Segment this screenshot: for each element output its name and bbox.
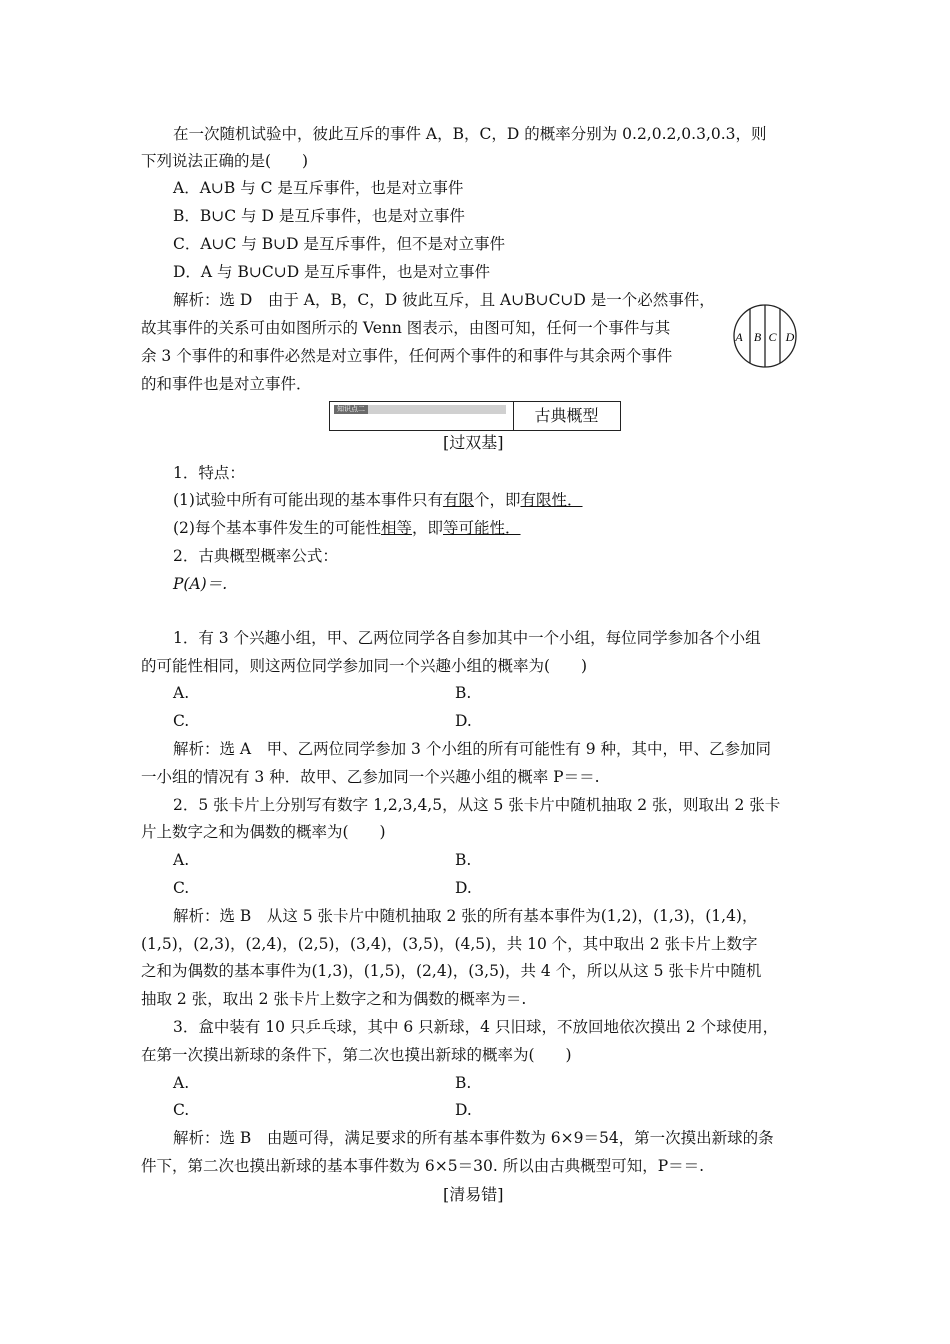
q2-stem-line1: 2．5 张卡片上分别写有数字 1,2,3,4,5，从这 5 张卡片中随机抽取 2 张，则取出 2 张卡	[173, 796, 781, 814]
q1-option-b: B.	[455, 684, 472, 702]
q3-solution-line2: 件下，第二次也摸出新球的基本事件数为 6×5＝30. 所以由古典概型可知，P＝＝.	[141, 1157, 705, 1175]
q1-solution-line1: 解析：选 A 甲、乙两位同学参加 3 个小组的所有可能性有 9 种，其中，甲、乙参加同	[173, 740, 772, 758]
basics-point-1-prefix: (1)试验中所有可能出现的基本事件只有	[173, 491, 443, 509]
q0-solution-line3: 余 3 个事件的和事件必然是对立事件，任何两个事件的和事件与其余两个事件	[141, 347, 673, 365]
section-header-box	[329, 401, 621, 431]
q3-option-b: B.	[455, 1074, 472, 1092]
basics-formula: P(A)＝.	[173, 575, 228, 593]
q0-option-d: D．A 与 B∪C∪D 是互斥事件，也是对立事件	[173, 263, 491, 281]
basics-point-2-middle: ，即	[411, 519, 443, 537]
q2-solution-line4: 抽取 2 张，取出 2 张卡片上数字之和为偶数的概率为＝.	[141, 990, 527, 1008]
q1-solution-line2: 一小组的情况有 3 种．故甲、乙参加同一个兴趣小组的概率 P＝＝.	[141, 768, 600, 786]
q2-option-c: C.	[173, 879, 190, 897]
q3-stem-line1: 3．盒中装有 10 只乒乓球，其中 6 只新球，4 只旧球，不放回地依次摸出 2 个球使用，	[173, 1018, 779, 1036]
q3-option-d: D.	[455, 1101, 472, 1119]
q2-stem-line2: 片上数字之和为偶数的概率为( )	[141, 823, 386, 841]
q2-solution-line1: 解析：选 B 从这 5 张卡片中随机抽取 2 张的所有基本事件为(1,2)，(1,3)，(1,4)，	[173, 907, 758, 925]
venn-label-b: B	[753, 330, 762, 344]
q2-option-b: B.	[455, 851, 472, 869]
basics-heading-1: 1．特点：	[173, 464, 245, 482]
section-title: 古典概型	[534, 406, 599, 425]
basics-point-2-answer-2: 等可能性．	[443, 519, 521, 537]
q0-solution-line2: 故其事件的关系可由如图所示的 Venn 图表示，由图可知，任何一个事件与其	[141, 319, 671, 337]
basics-point-1-middle: 个，即	[473, 491, 521, 509]
section-tag-label: 知识点二	[334, 405, 368, 414]
q0-option-a: A．A∪B 与 C 是互斥事件，也是对立事件	[173, 179, 464, 197]
venn-diagram	[727, 303, 803, 369]
q3-stem-line2: 在第一次摸出新球的条件下，第二次也摸出新球的概率为( )	[141, 1046, 572, 1064]
basics-point-2-answer-1: 相等	[380, 519, 412, 537]
venn-label-c: C	[768, 330, 777, 344]
q1-option-d: D.	[455, 712, 472, 730]
q0-option-c: C．A∪C 与 B∪D 是互斥事件，但不是对立事件	[173, 235, 505, 253]
q0-stem-line1: 在一次随机试验中，彼此互斥的事件 A，B，C，D 的概率分别为 0.2,0.2,0.3,0.3，则	[173, 125, 767, 143]
section-tag-cell	[330, 402, 514, 430]
q2-solution-line2: (1,5)，(2,3)，(2,4)，(2,5)，(3,4)，(3,5)，(4,5)，共 10 个，其中取出 2 张卡片上数字	[141, 935, 758, 953]
q1-option-c: C.	[173, 712, 190, 730]
q1-stem-line1: 1．有 3 个兴趣小组，甲、乙两位同学各自参加其中一个小组，每位同学参加各个小组	[173, 629, 761, 647]
q3-solution-line1: 解析：选 B 由题可得，满足要求的所有基本事件数为 6×9＝54，第一次摸出新球的条	[173, 1129, 774, 1147]
q3-option-a: A.	[173, 1074, 190, 1092]
venn-label-d: D	[785, 330, 795, 344]
basics-point-1	[173, 490, 583, 510]
section-subheading-basics: [过双基]	[443, 433, 504, 452]
q0-solution-line4: 的和事件也是对立事件．	[141, 375, 312, 393]
basics-heading-2: 2．古典概型概率公式：	[173, 547, 338, 565]
q0-option-b: B．B∪C 与 D 是互斥事件，也是对立事件	[173, 207, 465, 225]
q1-stem-line2: 的可能性相同，则这两位同学参加同一个兴趣小组的概率为( )	[141, 657, 588, 675]
basics-point-2	[173, 518, 521, 538]
q0-solution-line1: 解析：选 D 由于 A，B，C，D 彼此互斥，且 A∪B∪C∪D 是一个必然事件，	[173, 291, 715, 309]
q2-solution-line3: 之和为偶数的基本事件为(1,3)，(1,5)，(2,4)，(3,5)，共 4 个，所以从这 5 张卡片中随机	[141, 962, 762, 980]
q3-option-c: C.	[173, 1101, 190, 1119]
basics-point-1-answer-2: 有限性．	[520, 491, 583, 509]
q0-stem-line2: 下列说法正确的是( )	[141, 152, 309, 170]
q2-option-a: A.	[173, 851, 190, 869]
section-subheading-mistakes: [清易错]	[443, 1185, 504, 1204]
basics-point-1-answer-1: 有限	[442, 491, 474, 509]
q1-option-a: A.	[173, 684, 190, 702]
basics-point-2-prefix: (2)每个基本事件发生的可能性	[173, 519, 381, 537]
venn-label-a: A	[735, 330, 743, 344]
q2-option-d: D.	[455, 879, 472, 897]
